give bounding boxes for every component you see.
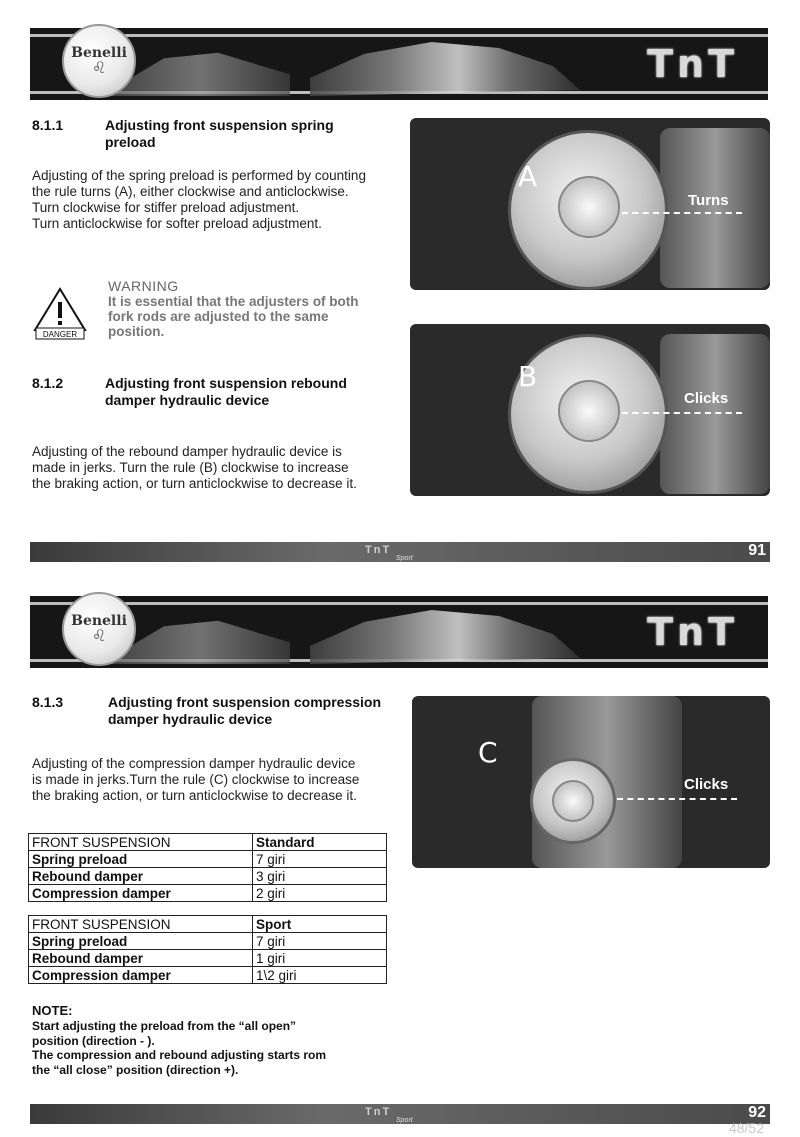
section-title: Adjusting front suspension rebound damper hydraulic device [105, 375, 347, 408]
section-title: Adjusting front suspension compression damper hydraulic device [108, 694, 382, 727]
section-number: 8.1.1 [32, 117, 64, 133]
photo-preload-adjuster [410, 118, 770, 290]
page-footer [30, 542, 770, 562]
benelli-logo [62, 24, 136, 98]
page-footer [30, 1104, 770, 1124]
photo-label: Clicks [684, 776, 729, 793]
footer-model-logo: TnT [365, 1106, 392, 1118]
page-counter: 48/52 [728, 1120, 764, 1136]
warning-heading: WARNING [108, 278, 179, 294]
adjuster-letter: C [478, 736, 498, 769]
warning-text: It is essential that the adjusters of both fork rods are adjusted to the same position. [108, 294, 359, 339]
spec-table-sport [28, 915, 387, 984]
header-banner [30, 596, 768, 668]
header-banner [30, 28, 768, 100]
motorcycle-illustration [110, 610, 290, 664]
table-row: Compression damper 1\2 giri [29, 967, 387, 984]
motorcycle-illustration [310, 604, 580, 664]
photo-label: Clicks [684, 390, 729, 407]
lion-icon: ♌ [91, 628, 107, 645]
benelli-logo [62, 592, 136, 666]
table-header: FRONT SUSPENSION Sport [29, 916, 387, 933]
note-heading: NOTE: [32, 1003, 73, 1018]
section-body: Adjusting of the spring preload is performed by counting the rule turns (A), either clockwise and anticlockwise. Turn clockwise for stiffer preload adjustment. Turn anticlockwise for softer preload adjustment. [32, 168, 366, 231]
manual-page-92 [0, 568, 800, 1136]
adjuster-letter: B [518, 360, 538, 393]
model-logo: TnT [647, 42, 738, 86]
section-number: 8.1.2 [32, 375, 64, 391]
table-row: Spring preload 7 giri [29, 851, 387, 868]
motorcycle-illustration [110, 42, 290, 96]
table-header: FRONT SUSPENSION Standard [29, 834, 387, 851]
model-logo: TnT [647, 610, 738, 654]
note-text: Start adjusting the preload from the “all open” position (direction - ). The compression and rebound adjusting starts rom the “all close” position (direction +). [32, 1019, 327, 1077]
table-row: Rebound damper 3 giri [29, 868, 387, 885]
manual-page-91 [0, 0, 800, 568]
table-row: Rebound damper 1 giri [29, 950, 387, 967]
page-number: 91 [748, 542, 766, 559]
adjuster-letter: A [518, 160, 538, 193]
footer-sport-logo: Sport [396, 1117, 413, 1124]
section-body: Adjusting of the compression damper hydraulic device is made in jerks.Turn the rule (C) clockwise to increase the braking action, or turn anticlockwise to decrease it. [32, 756, 360, 803]
section-body: Adjusting of the rebound damper hydraulic device is made in jerks. Turn the rule (B) clockwise to increase the braking action, or turn anticlockwise to decrease it. [32, 444, 357, 491]
svg-text:DANGER: DANGER [42, 330, 78, 339]
page-number: 92 [748, 1104, 766, 1121]
lion-icon: ♌ [91, 60, 107, 77]
logo-text: Benelli [71, 45, 127, 61]
footer-sport-logo: Sport [396, 555, 413, 562]
section-title: Adjusting front suspension spring preload [105, 117, 334, 150]
section-number: 8.1.3 [32, 694, 64, 710]
footer-model-logo: TnT [365, 544, 392, 556]
table-row: Spring preload 7 giri [29, 933, 387, 950]
danger-warning-icon [32, 286, 88, 340]
table-row: Compression damper 2 giri [29, 885, 387, 902]
photo-label: Turns [688, 192, 729, 209]
photo-compression-adjuster [412, 696, 770, 868]
photo-rebound-adjuster [410, 324, 770, 496]
motorcycle-illustration [310, 36, 580, 96]
spec-table-standard [28, 833, 387, 902]
logo-text: Benelli [71, 613, 127, 629]
